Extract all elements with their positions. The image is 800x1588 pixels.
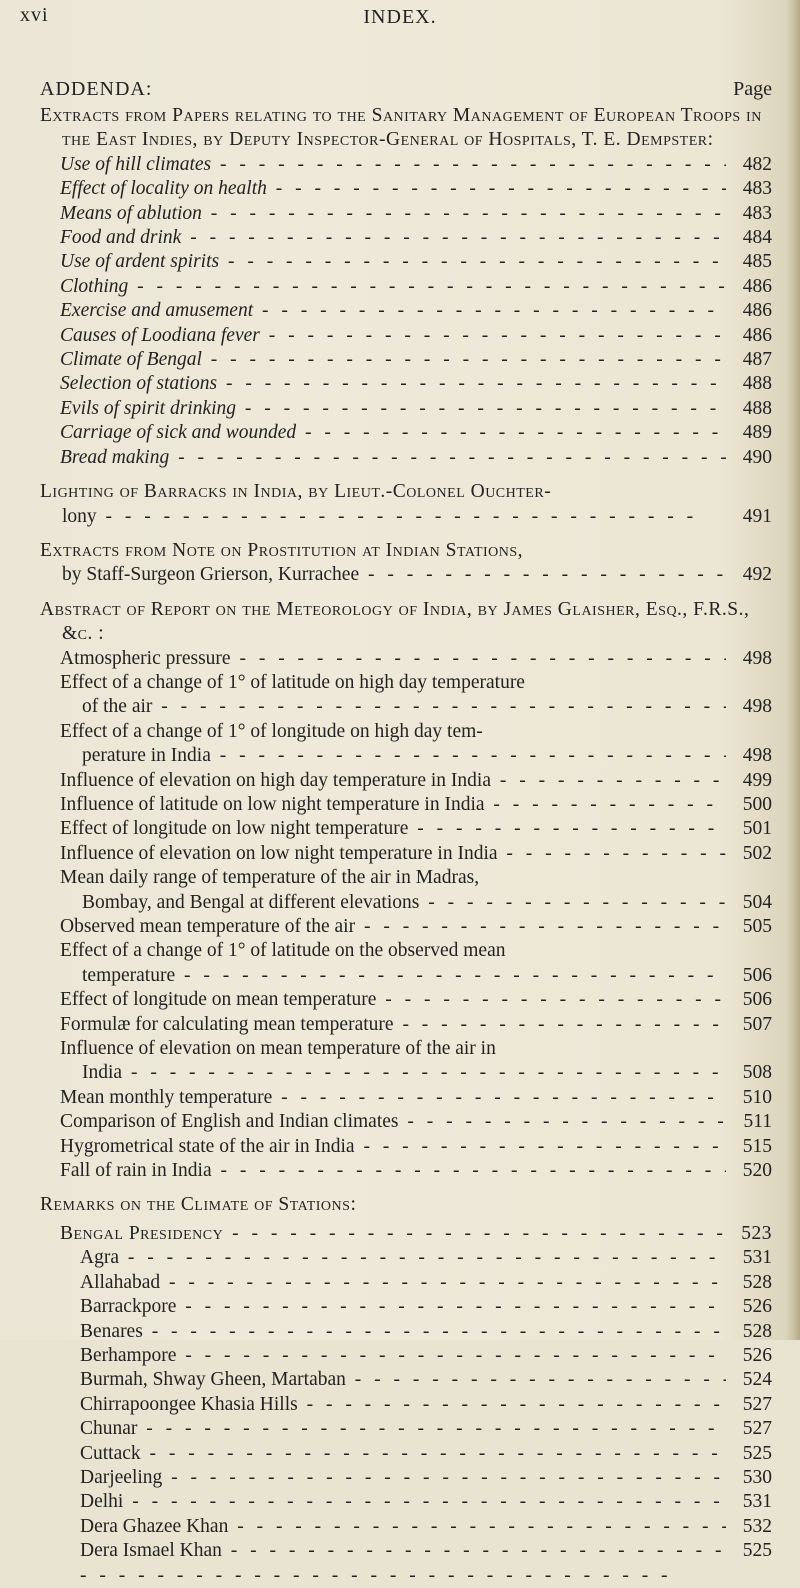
section-entries-sanitary	[40, 153, 772, 470]
list-item: Effect of longitude on low night temperature - - - 501	[60, 817, 772, 841]
list-item: Climate of Bengal - - - 487	[60, 348, 772, 372]
list-item: Means of ablution - - - 483	[60, 202, 772, 226]
list-item: Influence of elevation on high day temperature in India - - - 499	[60, 769, 772, 793]
list-item: Chirrapoongee Khasia Hills - - - 527	[80, 1393, 772, 1417]
section-lighting: Lighting of Barracks in India, by Lieut.-Colonel Ouchter- lony - - - 491	[40, 480, 772, 529]
list-item: Selection of stations - - - 488	[60, 372, 772, 396]
list-item-heading: Bengal Presidency - - - 523	[60, 1222, 772, 1246]
list-item: Delhi - - - 531	[80, 1490, 772, 1514]
list-item: Observed mean temperature of the air - - - 505	[60, 915, 772, 939]
list-item: Exercise and amusement - - - 486	[60, 299, 772, 323]
list-item: Effect of a change of 1° of latitude on high day temperature	[60, 671, 525, 693]
list-item: Atmospheric pressure - - - 498	[60, 647, 772, 671]
list-item: Agra - - - 531	[80, 1246, 772, 1270]
page-number: xvi	[20, 4, 49, 26]
list-item-cont: of the air - - - 498	[60, 695, 772, 719]
list-item-cont: temperature - - - 506	[60, 964, 772, 988]
list-item: Burmah, Shway Gheen, Martaban - - - 524	[80, 1368, 772, 1392]
list-item-cont: Bombay, and Bengal at different elevations - - - 504	[60, 891, 772, 915]
index-content	[40, 76, 772, 1588]
list-item: Mean daily range of temperature of the air in Madras,	[60, 867, 480, 889]
list-item-cont: India - - - 508	[60, 1061, 772, 1085]
list-item: Barrackpore - - - 526	[80, 1295, 772, 1319]
page-column-heading: Page	[733, 78, 772, 100]
list-item: Berhampore - - - 526	[80, 1344, 772, 1368]
list-item: Mean monthly temperature - - - 510	[60, 1086, 772, 1110]
list-item	[80, 1564, 772, 1588]
page-edge	[786, 0, 800, 1340]
addenda-heading: ADDENDA:	[40, 78, 153, 100]
list-item: Use of hill climates - - - 482	[60, 153, 772, 177]
list-item: Effect of longitude on mean temperature - - - 506	[60, 988, 772, 1012]
list-item: Influence of elevation on low night temperature in India - - - 502	[60, 842, 772, 866]
list-item: Dera Ismael Khan - - - 525	[80, 1539, 772, 1563]
list-item: Formulæ for calculating mean temperature - - - 507	[60, 1013, 772, 1037]
list-item-cont: perature in India - - - 498	[60, 744, 772, 768]
list-item: Carriage of sick and wounded - - - 489	[60, 421, 772, 445]
list-item: Influence of latitude on low night temperature in India - - - 500	[60, 793, 772, 817]
section-prostitution: Extracts from Note on Prostitution at Indian Stations, by Staff-Surgeon Grierson, Kurrachee - - - 492	[40, 539, 772, 588]
section-heading-sanitary: Extracts from Papers relating to the Sanitary Management of European Troops in the East Indies, by Deputy Inspector-General of Hospitals, T. E. Dempster:	[40, 105, 762, 151]
list-item: Use of ardent spirits - - - 485	[60, 250, 772, 274]
running-head: INDEX.	[363, 6, 437, 28]
list-item: Food and drink - - - 484	[60, 226, 772, 250]
list-item: Causes of Loodiana fever - - - 486	[60, 324, 772, 348]
list-item: Cuttack - - - 525	[80, 1442, 772, 1466]
list-item: Darjeeling - - - 530	[80, 1466, 772, 1490]
list-item: Benares - - - 528	[80, 1320, 772, 1344]
list-item: Bread making - - - 490	[60, 446, 772, 470]
list-item: Effect of a change of 1° of longitude on high day tem-	[60, 720, 483, 742]
section-entries-meteorology	[40, 647, 772, 1184]
section-heading-meteorology: Abstract of Report on the Meteorology of India, by James Glaisher, Esq., F.R.S., &c. :	[40, 598, 750, 645]
list-item: Dera Ghazee Khan - - - 532	[80, 1515, 772, 1539]
list-item: Effect of a change of 1° of latitude on the observed mean	[60, 940, 506, 962]
list-item: Influence of elevation on mean temperature of the air in	[60, 1038, 496, 1060]
list-item: Clothing - - - 486	[60, 275, 772, 299]
list-item: Allahabad - - - 528	[80, 1271, 772, 1295]
list-item: Effect of locality on health - - - 483	[60, 177, 772, 201]
list-item: Chunar - - - 527	[80, 1417, 772, 1441]
list-item: Hygrometrical state of the air in India - - - 515	[60, 1135, 772, 1159]
list-item: Comparison of English and Indian climates - - - 511	[60, 1110, 772, 1134]
section-heading-stations: Remarks on the Climate of Stations:	[40, 1194, 357, 1216]
list-item: Evils of spirit drinking - - - 488	[60, 397, 772, 421]
section-entries-stations	[40, 1222, 772, 1588]
list-item: Fall of rain in India - - - 520	[60, 1159, 772, 1183]
